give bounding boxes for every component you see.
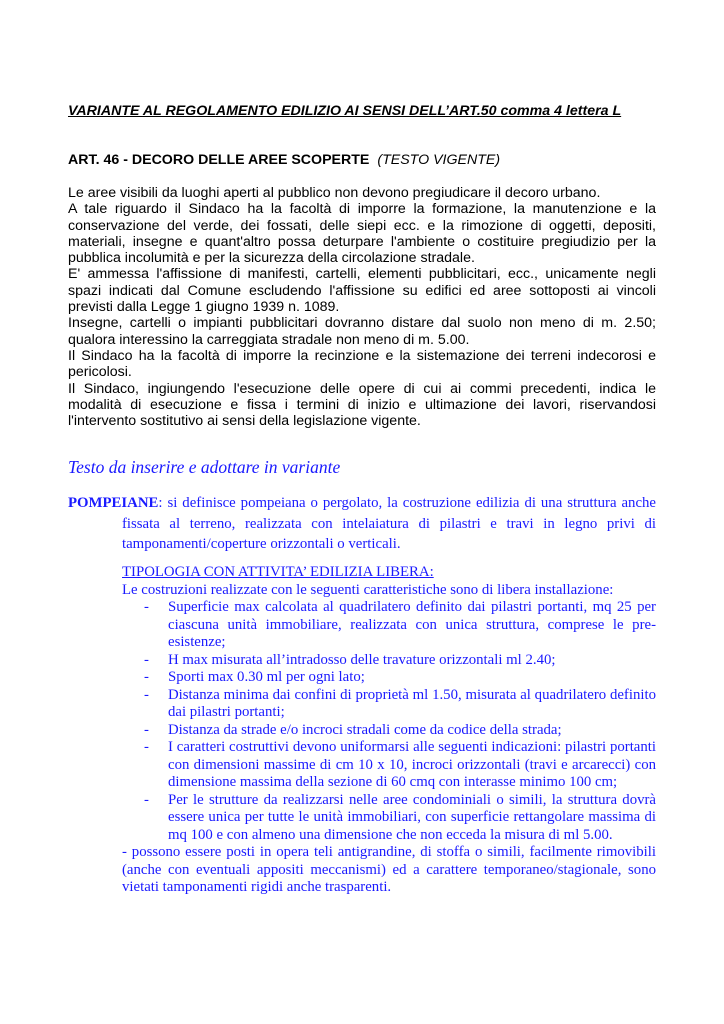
list-item-text: Per le strutture da realizzarsi nelle aree condominiali o simili, la struttura dovrà essere unica per tutte le unità immobiliari, con superficie rettangolare massima di mq 100 e con almeno una dimensione che non ecceda la misura di ml 5.00. [168,791,656,843]
tipologia-intro: Le costruzioni realizzate con le seguenti caratteristiche sono di libera installazione: [122,581,614,598]
list-dash: - [144,721,149,738]
list-dash: - [144,791,149,808]
article-paragraph: Il Sindaco ha la facoltà di imporre la recinzione e la sistemazione dei terreni indecorosi e pericolosi. [68,347,656,381]
list-dash: - [144,651,149,668]
list-item-text: I caratteri costruttivi devono uniformarsi alle seguenti indicazioni: pilastri portanti con dimensioni massime di cm 10 x 10, incroci orizzontali (travi e arcarecci) con dimensione massima della sezione di 60 cmq con interasse minimo 100 cm; [168,739,656,790]
pompeiane-definition-text: : si definisce pompeiana o pergolato, la costruzione edilizia di una struttura anche fissata al terreno, realizzata con intelaiatura di pilastri e travi in legno privi di tamponamenti/coperture orizzontali o verticali. [122,495,656,552]
tipologia-title: TIPOLOGIA CON ATTIVITA’ EDILIZIA LIBERA: [122,564,434,580]
article-paragraph: A tale riguardo il Sindaco ha la facoltà di imporre la formazione, la manutenzione e la conservazione del verde, dei fossati, delle siepi ecc. e la rimozione di oggetti, depositi, materiali, insegne e quant'altro possa deturpare l'ambiente o costituire pregiudizio per la pubblica incolumità e per la sicurezza della circolazione stradale. [68,201,656,267]
list-item [122,687,656,722]
article-title [68,152,500,168]
article-body [68,185,656,429]
variant-section-title: Testo da inserire e adottare in variante [68,457,341,477]
list-dash: - [144,686,149,703]
tipologia-section [122,564,656,897]
article-title-text: ART. 46 - DECORO DELLE AREE SCOPERTE [68,152,370,168]
article-paragraph: E' ammessa l'affissione di manifesti, cartelli, elementi pubblicitari, ecc., unicamente negli spazi indicati dal Comune escludendo l'affissione su edifici ed aree sottoposti ai vincoli previsti dalla Legge 1 giugno 1939 n. 1089. [68,266,656,316]
list-item [122,669,656,687]
pompeiane-term: POMPEIANE [68,495,159,511]
article-paragraph: Il Sindaco, ingiungendo l'esecuzione delle opere di cui ai commi precedenti, indica le modalità di esecuzione e fissa i termini di inizio e ultimazione dei lavori, riservandosi l'intervento sostitutivo ai sensi della legislazione vigente. [68,380,656,430]
list-item-text: Distanza minima dai confini di proprietà ml 1.50, misurata al quadrilatero definito dai pilastri portanti; [168,686,656,720]
list-dash: - [144,599,149,615]
document-heading: VARIANTE AL REGOLAMENTO EDILIZIO AI SENSI DELL’ART.50 comma 4 lettera L [68,103,622,119]
article-paragraph: Insegne, cartelli o impianti pubblicitari dovranno distare dal suolo non meno di m. 2.50; qualora interessino la carreggiata stradale non meno di m. 5.00. [68,315,656,348]
list-item-text: Superficie max calcolata al quadrilatero definito dai pilastri portanti, mq 25 per ciascuna unità immobiliare, realizzata con unica struttura, comprese le pre-esistenze; [168,599,656,650]
list-item [122,599,656,652]
list-item [122,652,656,670]
list-item-text: H max misurata all’intradosso delle travature orizzontali ml 2.40; [168,651,556,668]
list-item [122,739,656,792]
pompeiane-definition [68,493,656,555]
tipologia-list [122,599,656,844]
list-item-text: Sporti max 0.30 ml per ogni lato; [168,669,365,685]
list-dash: - [144,669,149,685]
list-item [122,722,656,740]
list-item-last: - possono essere posti in opera teli antigrandine, di stoffa o simili, facilmente rimovibili (anche con eventuali appositi meccanismi) ed a carattere temporaneo/stagionale, sono vietati tamponamenti rigidi anche trasparenti. [122,844,656,895]
list-item [122,792,656,845]
list-dash: - [144,739,149,755]
article-paragraph: Le aree visibili da luoghi aperti al pubblico non devono pregiudicare il decoro urbano. [68,185,601,201]
article-note: (TESTO VIGENTE) [377,152,501,168]
list-item-text: Distanza da strade e/o incroci stradali come da codice della strada; [168,721,562,738]
